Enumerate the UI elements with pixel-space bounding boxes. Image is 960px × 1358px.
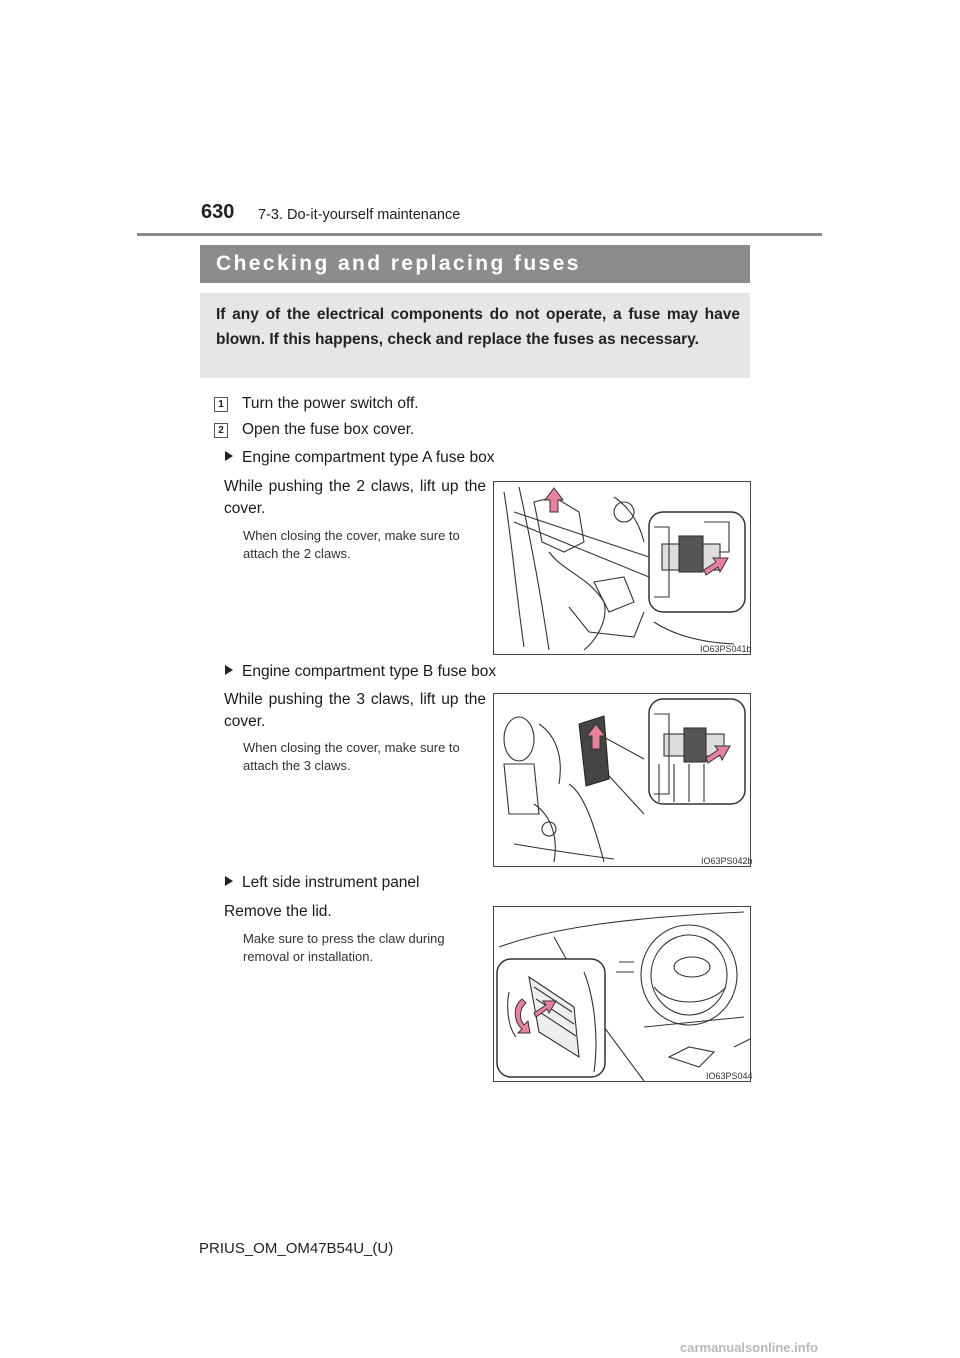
bullet-triangle-icon [225,876,233,886]
header-divider [137,233,822,236]
page-number: 630 [201,201,235,223]
step-number-1: 1 [214,397,228,412]
watermark: carmanualsonline.info [680,1340,818,1355]
step-text-2: Open the fuse box cover. [242,421,415,438]
intro-text: If any of the electrical components do not operate, a fuse may have blown. If this happens, check and replace the fuses as necessary. [216,306,740,348]
instrument-panel-lid-illustration [494,907,750,1081]
item-heading-text: Engine compartment type A fuse box [242,449,495,466]
fuse-box-engine-b-illustration [494,694,750,866]
item-instruction-b: While pushing the 3 claws, lift up the cover. [224,691,486,730]
item-heading-a [225,449,494,467]
step-number-2: 2 [214,423,228,438]
figure-fuse-box-type-a [493,481,751,655]
figure-fuse-box-type-b [493,693,751,867]
figure-code-b: IO63PS042b [701,856,753,866]
item-note-a: When closing the cover, make sure to attach the 2 claws. [243,528,460,561]
page-title: Checking and replacing fuses [216,252,581,275]
bullet-triangle-icon [225,451,233,461]
fuse-box-engine-a-illustration [494,482,750,654]
item-instruction-c: Remove the lid. [224,903,332,920]
item-note-b: When closing the cover, make sure to attach the 3 claws. [243,740,460,773]
item-heading-b [225,663,496,681]
figure-instrument-panel [493,906,751,1082]
section-reference: 7-3. Do-it-yourself maintenance [258,207,461,223]
item-note-c: Make sure to press the claw during removal or installation. [243,931,445,964]
figure-code-c: IO63PS044 [706,1071,753,1081]
item-instruction-a: While pushing the 2 claws, lift up the cover. [224,478,486,517]
item-heading-text: Left side instrument panel [242,874,420,891]
document-id: PRIUS_OM_OM47B54U_(U) [199,1240,394,1257]
figure-code-a: IO63PS041b [700,644,752,654]
item-heading-c [225,874,420,892]
bullet-triangle-icon [225,665,233,675]
item-heading-text: Engine compartment type B fuse box [242,663,497,680]
step-text-1: Turn the power switch off. [242,395,419,412]
